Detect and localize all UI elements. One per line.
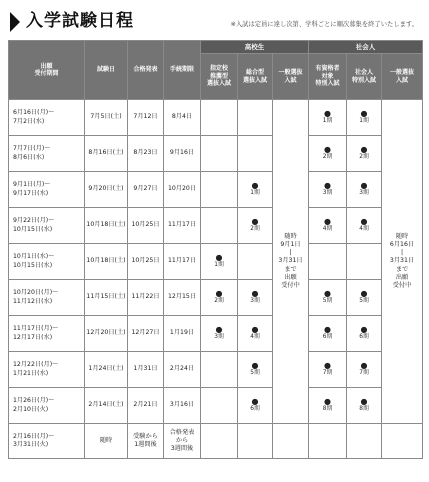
round-label: 1期 <box>214 261 224 268</box>
cell-w-special <box>347 316 382 352</box>
cell-w-special <box>347 208 382 244</box>
cell-procedure-deadline: 合格発表 から 3週間後 <box>164 424 201 459</box>
round-label: 4期 <box>322 225 333 232</box>
round-label: 4期 <box>359 225 369 232</box>
cell-w-special <box>347 136 382 172</box>
bullet-icon: ● <box>360 108 368 118</box>
round-label: 3期 <box>250 297 260 304</box>
cell-period: 11月17日(月)～ 12月17日(水) <box>9 316 85 352</box>
round-label: 6期 <box>322 333 333 340</box>
cell-hs-comprehensive <box>238 244 273 280</box>
schedule-table <box>8 40 423 459</box>
cell-w-qualified <box>309 352 347 388</box>
round-label: 2期 <box>214 297 224 304</box>
cell-exam-date: 2月14日(土) <box>85 388 128 424</box>
bullet-icon: ● <box>251 324 259 334</box>
cell-hs-comprehensive <box>238 388 273 424</box>
bullet-icon: ● <box>360 216 368 226</box>
cell-exam-date: 12月20日(土) <box>85 316 128 352</box>
cell-period: 12月22日(月)～ 1月21日(水) <box>9 352 85 388</box>
cell-result-date: 11月22日 <box>128 280 164 316</box>
bullet-icon: ● <box>251 396 259 406</box>
cell-w-qualified <box>309 208 347 244</box>
table-row <box>9 172 423 208</box>
round-label: 1期 <box>359 117 369 124</box>
cell-hs-designated <box>201 388 238 424</box>
header-hs-general: 一般選抜 入試 <box>273 54 309 100</box>
round-label: 3期 <box>214 333 224 340</box>
cell-result-date: 1月31日 <box>128 352 164 388</box>
round-label: 7期 <box>322 369 333 376</box>
cell-procedure-deadline: 9月16日 <box>164 136 201 172</box>
cell-w-special <box>347 424 382 459</box>
cell-hs-comprehensive <box>238 136 273 172</box>
cell-hs-designated <box>201 352 238 388</box>
cell-w-qualified <box>309 172 347 208</box>
bullet-icon: ● <box>360 396 368 406</box>
round-label: 3期 <box>322 189 333 196</box>
page-header <box>8 10 422 34</box>
cell-w-special <box>347 100 382 136</box>
cell-period: 9月22日(月)～ 10月15日(水) <box>9 208 85 244</box>
header-group-working: 社会人 <box>309 41 423 54</box>
cell-result-date: 2月21日 <box>128 388 164 424</box>
cell-hs-general-note: 随時 9月1日 | 3月31日 まで 出願 受付中 <box>273 100 309 424</box>
header-w-special: 社会人 特別入試 <box>347 54 382 100</box>
cell-result-date: 7月12日 <box>128 100 164 136</box>
cell-hs-comprehensive <box>238 100 273 136</box>
cell-hs-comprehensive <box>238 316 273 352</box>
cell-hs-designated <box>201 136 238 172</box>
cell-period: 7月7日(月)～ 8月6日(水) <box>9 136 85 172</box>
header-hs-designated: 指定校 推薦型 選抜入試 <box>201 54 238 100</box>
cell-procedure-deadline: 1月19日 <box>164 316 201 352</box>
cell-w-qualified <box>309 316 347 352</box>
header-result-date: 合格発表 <box>128 41 164 100</box>
bullet-icon: ● <box>360 180 368 190</box>
cell-hs-designated <box>201 100 238 136</box>
cell-hs-comprehensive <box>238 280 273 316</box>
header-period: 出願 受付期間 <box>9 41 85 100</box>
bullet-icon: ● <box>215 252 223 262</box>
cell-w-qualified <box>309 388 347 424</box>
round-label: 4期 <box>250 333 260 340</box>
table-row <box>9 352 423 388</box>
title-arrow-icon <box>10 12 20 32</box>
header-w-general: 一般選抜 入試 <box>382 54 423 100</box>
round-label: 6期 <box>359 333 369 340</box>
cell-exam-date: 11月15日(土) <box>85 280 128 316</box>
cell-w-qualified <box>309 100 347 136</box>
cell-hs-comprehensive <box>238 352 273 388</box>
round-label: 8期 <box>322 405 333 412</box>
page-note: ※入試は定員に達し次第、学科ごとに順次募集を終了いたします。 <box>230 21 418 28</box>
round-label: 1期 <box>322 117 333 124</box>
round-label: 6期 <box>250 405 260 412</box>
cell-exam-date: 9月20日(土) <box>85 172 128 208</box>
table-row <box>9 208 423 244</box>
bullet-icon: ● <box>360 144 368 154</box>
cell-procedure-deadline: 2月24日 <box>164 352 201 388</box>
cell-result-date: 10月25日 <box>128 208 164 244</box>
schedule-body <box>9 100 423 459</box>
cell-result-date: 受験から 1週間後 <box>128 424 164 459</box>
round-label: 2期 <box>359 153 369 160</box>
table-row <box>9 316 423 352</box>
cell-hs-designated <box>201 424 238 459</box>
bullet-icon: ● <box>324 396 331 406</box>
cell-period: 10月20日(月)～ 11月12日(水) <box>9 280 85 316</box>
bullet-icon: ● <box>324 108 331 118</box>
cell-period: 6月16日(月)～ 7月2日(水) <box>9 100 85 136</box>
round-label: 7期 <box>359 369 369 376</box>
cell-result-date: 9月27日 <box>128 172 164 208</box>
page-title: 入学試験日程 <box>26 11 134 31</box>
cell-period: 9月1日(月)～ 9月17日(水) <box>9 172 85 208</box>
cell-exam-date: 7月5日(土) <box>85 100 128 136</box>
cell-w-qualified <box>309 424 347 459</box>
cell-w-general <box>382 424 423 459</box>
cell-hs-general <box>273 424 309 459</box>
cell-hs-comprehensive <box>238 208 273 244</box>
header-exam-date: 試験日 <box>85 41 128 100</box>
cell-hs-designated <box>201 244 238 280</box>
bullet-icon: ● <box>360 324 368 334</box>
bullet-icon: ● <box>324 288 331 298</box>
cell-result-date: 10月25日 <box>128 244 164 280</box>
cell-period: 2月16日(月)～ 3月31日(火) <box>9 424 85 459</box>
cell-w-qualified <box>309 280 347 316</box>
header-procedure-deadline: 手続期限 <box>164 41 201 100</box>
bullet-icon: ● <box>324 180 331 190</box>
table-row <box>9 244 423 280</box>
bullet-icon: ● <box>324 324 331 334</box>
header-hs-comprehensive: 総合型 選抜入試 <box>238 54 273 100</box>
cell-hs-comprehensive <box>238 424 273 459</box>
bullet-icon: ● <box>360 360 368 370</box>
bullet-icon: ● <box>324 144 331 154</box>
cell-procedure-deadline: 11月17日 <box>164 208 201 244</box>
cell-w-general-note: 随時 6月16日 | 3月31日 まで 出願 受付中 <box>382 100 423 424</box>
cell-result-date: 12月27日 <box>128 316 164 352</box>
cell-period: 10月1日(水)～ 10月15日(水) <box>9 244 85 280</box>
cell-exam-date: 随時 <box>85 424 128 459</box>
bullet-icon: ● <box>251 216 259 226</box>
round-label: 8期 <box>359 405 369 412</box>
cell-w-special <box>347 280 382 316</box>
cell-exam-date: 8月16日(土) <box>85 136 128 172</box>
cell-w-special <box>347 244 382 280</box>
cell-hs-designated <box>201 316 238 352</box>
cell-hs-designated <box>201 208 238 244</box>
cell-result-date: 8月23日 <box>128 136 164 172</box>
round-label: 5期 <box>359 297 369 304</box>
cell-w-qualified <box>309 244 347 280</box>
round-label: 1期 <box>250 189 260 196</box>
bullet-icon: ● <box>251 180 259 190</box>
round-label: 5期 <box>322 297 333 304</box>
bullet-icon: ● <box>215 288 223 298</box>
round-label: 2期 <box>250 225 260 232</box>
table-row <box>9 388 423 424</box>
table-row <box>9 100 423 136</box>
cell-exam-date: 1月24日(土) <box>85 352 128 388</box>
cell-w-qualified <box>309 136 347 172</box>
cell-w-special <box>347 388 382 424</box>
cell-w-special <box>347 172 382 208</box>
cell-hs-designated <box>201 280 238 316</box>
cell-period: 1月26日(月)～ 2月10日(火) <box>9 388 85 424</box>
header-w-qualified: 有資格者 対象 特別入試 <box>309 54 347 100</box>
cell-hs-comprehensive <box>238 172 273 208</box>
table-row <box>9 424 423 459</box>
bullet-icon: ● <box>251 360 259 370</box>
cell-procedure-deadline: 10月20日 <box>164 172 201 208</box>
bullet-icon: ● <box>215 324 223 334</box>
header-group-high-school: 高校生 <box>201 41 309 54</box>
cell-exam-date: 10月18日(土) <box>85 208 128 244</box>
cell-hs-designated <box>201 172 238 208</box>
bullet-icon: ● <box>324 216 331 226</box>
table-row <box>9 280 423 316</box>
bullet-icon: ● <box>360 288 368 298</box>
round-label: 3期 <box>359 189 369 196</box>
cell-procedure-deadline: 12月15日 <box>164 280 201 316</box>
round-label: 5期 <box>250 369 260 376</box>
bullet-icon: ● <box>251 288 259 298</box>
table-row <box>9 136 423 172</box>
cell-procedure-deadline: 3月16日 <box>164 388 201 424</box>
cell-procedure-deadline: 11月17日 <box>164 244 201 280</box>
cell-exam-date: 10月18日(土) <box>85 244 128 280</box>
bullet-icon: ● <box>324 360 331 370</box>
round-label: 2期 <box>322 153 333 160</box>
cell-procedure-deadline: 8月4日 <box>164 100 201 136</box>
cell-w-special <box>347 352 382 388</box>
